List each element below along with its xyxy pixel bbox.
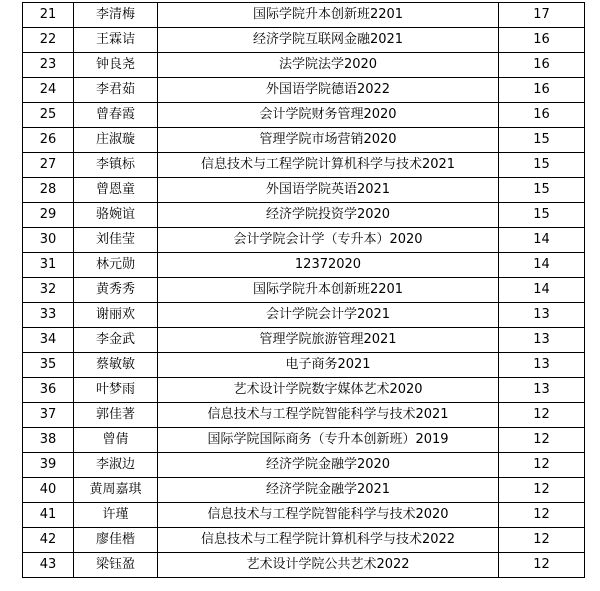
cell-count: 12 xyxy=(499,478,585,503)
table-row xyxy=(23,28,585,53)
cell-student-name: 许瑾 xyxy=(74,503,158,528)
cell-rank-number: 37 xyxy=(23,403,74,428)
cell-rank-number: 42 xyxy=(23,528,74,553)
cell-class-name: 会计学院财务管理2020 xyxy=(158,103,499,128)
cell-rank-number: 38 xyxy=(23,428,74,453)
cell-student-name: 蔡敏敏 xyxy=(74,353,158,378)
cell-count: 15 xyxy=(499,128,585,153)
cell-student-name: 王霖诘 xyxy=(74,28,158,53)
table-row xyxy=(23,328,585,353)
cell-class-name: 信息技术与工程学院计算机科学与技术2021 xyxy=(158,153,499,178)
cell-student-name: 曾恩童 xyxy=(74,178,158,203)
table-row xyxy=(23,403,585,428)
cell-rank-number: 21 xyxy=(23,3,74,28)
table-row xyxy=(23,128,585,153)
table-row xyxy=(23,553,585,578)
table-row xyxy=(23,278,585,303)
ranking-table xyxy=(22,2,585,578)
cell-student-name: 刘佳莹 xyxy=(74,228,158,253)
table-row xyxy=(23,103,585,128)
cell-student-name: 庄淑璇 xyxy=(74,128,158,153)
cell-count: 13 xyxy=(499,378,585,403)
cell-student-name: 梁钰盈 xyxy=(74,553,158,578)
cell-count: 12 xyxy=(499,503,585,528)
cell-class-name: 经济学院金融学2020 xyxy=(158,453,499,478)
cell-student-name: 骆婉谊 xyxy=(74,203,158,228)
cell-class-name: 法学院法学2020 xyxy=(158,53,499,78)
cell-student-name: 林元勋 xyxy=(74,253,158,278)
table-row xyxy=(23,203,585,228)
table-row xyxy=(23,353,585,378)
cell-count: 16 xyxy=(499,28,585,53)
cell-student-name: 曾倩 xyxy=(74,428,158,453)
cell-count: 17 xyxy=(499,3,585,28)
cell-class-name: 外国语学院英语2021 xyxy=(158,178,499,203)
cell-student-name: 李淑边 xyxy=(74,453,158,478)
cell-class-name: 国际学院升本创新班2201 xyxy=(158,3,499,28)
table-row xyxy=(23,178,585,203)
cell-count: 12 xyxy=(499,528,585,553)
table-row xyxy=(23,78,585,103)
cell-rank-number: 22 xyxy=(23,28,74,53)
cell-student-name: 黄周嘉琪 xyxy=(74,478,158,503)
cell-rank-number: 31 xyxy=(23,253,74,278)
cell-student-name: 黄秀秀 xyxy=(74,278,158,303)
cell-class-name: 经济学院互联网金融2021 xyxy=(158,28,499,53)
cell-class-name: 艺术设计学院公共艺术2022 xyxy=(158,553,499,578)
cell-class-name: 会计学院会计学2021 xyxy=(158,303,499,328)
cell-student-name: 李君茹 xyxy=(74,78,158,103)
cell-class-name: 艺术设计学院数字媒体艺术2020 xyxy=(158,378,499,403)
cell-count: 12 xyxy=(499,553,585,578)
cell-rank-number: 40 xyxy=(23,478,74,503)
table-row xyxy=(23,303,585,328)
cell-count: 13 xyxy=(499,328,585,353)
cell-class-name: 会计学院会计学（专升本）2020 xyxy=(158,228,499,253)
table-row xyxy=(23,528,585,553)
cell-class-name: 管理学院市场营销2020 xyxy=(158,128,499,153)
cell-student-name: 谢丽欢 xyxy=(74,303,158,328)
cell-count: 13 xyxy=(499,303,585,328)
cell-rank-number: 28 xyxy=(23,178,74,203)
cell-student-name: 李金武 xyxy=(74,328,158,353)
cell-rank-number: 35 xyxy=(23,353,74,378)
cell-rank-number: 36 xyxy=(23,378,74,403)
cell-student-name: 廖佳楷 xyxy=(74,528,158,553)
table-row xyxy=(23,3,585,28)
cell-class-name: 信息技术与工程学院智能科学与技术2021 xyxy=(158,403,499,428)
cell-rank-number: 30 xyxy=(23,228,74,253)
cell-rank-number: 32 xyxy=(23,278,74,303)
cell-class-name: 经济学院金融学2021 xyxy=(158,478,499,503)
cell-class-name: 经济学院投资学2020 xyxy=(158,203,499,228)
cell-class-name: 电子商务2021 xyxy=(158,353,499,378)
cell-rank-number: 33 xyxy=(23,303,74,328)
ranking-table-body xyxy=(23,3,585,578)
cell-student-name: 叶梦雨 xyxy=(74,378,158,403)
cell-class-name: 管理学院旅游管理2021 xyxy=(158,328,499,353)
cell-count: 14 xyxy=(499,228,585,253)
cell-count: 16 xyxy=(499,103,585,128)
cell-student-name: 曾春霞 xyxy=(74,103,158,128)
cell-count: 15 xyxy=(499,203,585,228)
cell-rank-number: 23 xyxy=(23,53,74,78)
cell-rank-number: 39 xyxy=(23,453,74,478)
table-row xyxy=(23,478,585,503)
table-row xyxy=(23,53,585,78)
cell-count: 14 xyxy=(499,253,585,278)
cell-rank-number: 34 xyxy=(23,328,74,353)
cell-count: 16 xyxy=(499,53,585,78)
table-row xyxy=(23,378,585,403)
cell-class-name: 外国语学院德语2022 xyxy=(158,78,499,103)
ranking-sheet xyxy=(22,2,582,578)
cell-rank-number: 24 xyxy=(23,78,74,103)
table-row xyxy=(23,428,585,453)
cell-count: 12 xyxy=(499,428,585,453)
cell-rank-number: 27 xyxy=(23,153,74,178)
cell-rank-number: 26 xyxy=(23,128,74,153)
table-row xyxy=(23,153,585,178)
cell-student-name: 钟良尧 xyxy=(74,53,158,78)
cell-count: 13 xyxy=(499,353,585,378)
cell-student-name: 李清梅 xyxy=(74,3,158,28)
cell-class-name: 信息技术与工程学院智能科学与技术2020 xyxy=(158,503,499,528)
cell-class-name: 国际学院国际商务（专升本创新班）2019 xyxy=(158,428,499,453)
table-row xyxy=(23,503,585,528)
table-row xyxy=(23,228,585,253)
cell-count: 16 xyxy=(499,78,585,103)
cell-class-name: 国际学院升本创新班2201 xyxy=(158,278,499,303)
cell-count: 14 xyxy=(499,278,585,303)
table-row xyxy=(23,253,585,278)
cell-count: 15 xyxy=(499,178,585,203)
cell-rank-number: 29 xyxy=(23,203,74,228)
cell-student-name: 李镇标 xyxy=(74,153,158,178)
cell-count: 12 xyxy=(499,403,585,428)
table-row xyxy=(23,453,585,478)
cell-rank-number: 43 xyxy=(23,553,74,578)
cell-rank-number: 41 xyxy=(23,503,74,528)
cell-count: 15 xyxy=(499,153,585,178)
cell-rank-number: 25 xyxy=(23,103,74,128)
cell-student-name: 郭佳著 xyxy=(74,403,158,428)
cell-class-name: 12372020 xyxy=(158,253,499,278)
cell-class-name: 信息技术与工程学院计算机科学与技术2022 xyxy=(158,528,499,553)
cell-count: 12 xyxy=(499,453,585,478)
